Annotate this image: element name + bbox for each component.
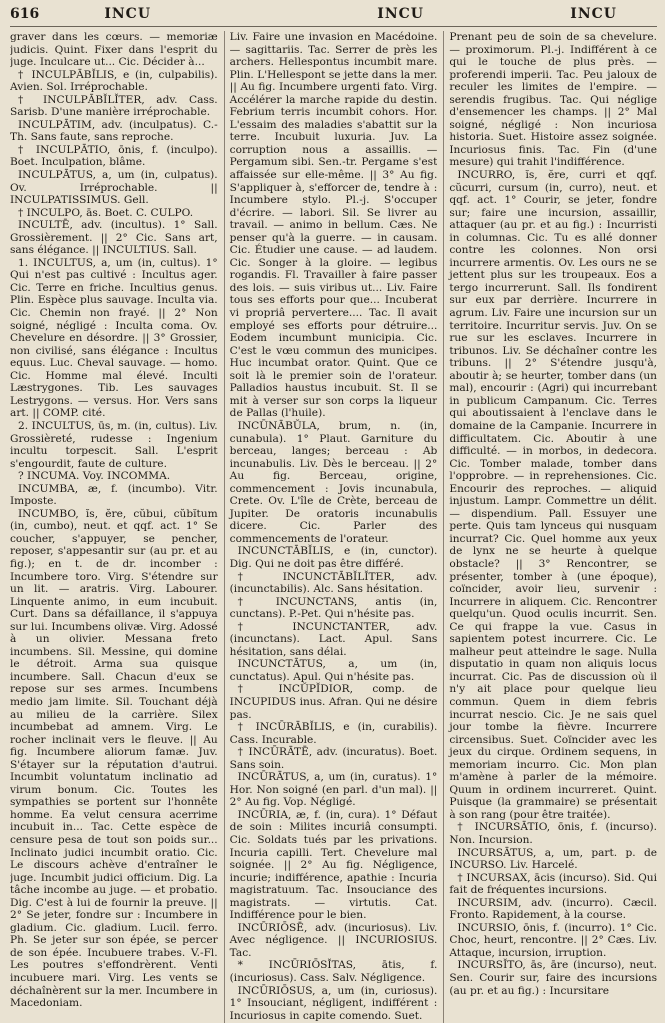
dictionary-entry: INCURSĬTO, ās, āre (incurso), neut. Sen. Courir sur, faire des incursions (au pr. et au fig.) : Incursitare <box>449 959 657 997</box>
dictionary-entry: ? INCUMA. Voy. INCOMMA. <box>18 470 171 483</box>
dictionary-entry: INCURSIM, adv. (incurro). Cæcil. Fronto. Rapidement, à la course. <box>449 896 657 922</box>
header-word-right: INCU <box>570 6 617 22</box>
dictionary-entry: INCŪNĀBŬLA, brum, n. (in, cunabula). 1° Plaut. Garniture du berceau, langes; berceau : Ab incunabulis. Liv. Dès le berceau. || 2° Au fig. Berceau, origine, commencement : Jovis incunabula, Crete. Ov. L'île de Crète, berceau de Jupiter. De oratoris incunabulis dicere. Cic. Parler des commencements de l'orateur. <box>229 419 438 545</box>
dictionary-entry: INCUNCTĀTUS, a, um (in, cunctatus). Apul. Qui n'hésite pas. <box>229 658 438 683</box>
column-middle <box>224 31 438 1023</box>
dictionary-entry: INCULTĒ, adv. (incultus). 1° Sall. Grossièrement. || 2° Cic. Sans art, sans élégance. || INCULTIUS. Sall. <box>10 219 218 257</box>
dictionary-entry: † INCULPĀBĬLIS, e (in, culpabilis). Avien. Sol. Irréprochable. <box>10 68 218 94</box>
dictionary-entry: * INCŪRIŌSĬTAS, ātis, f. (incuriosus). Cass. Salv. Négligence. <box>229 959 438 985</box>
dictionary-entry: Prenant peu de soin de sa chevelure. — proximorum. Pl.-j. Indifférent à ce qui le touche de plus près. — proferendi imperii. Tac. Peu jaloux de reculer les limites de l'empire. — serendis frugibus. Tac. Qui néglige d'ensemencer les champs. || 2° Mal soigné, négligé : Non incuriosa historia. Suet. Histoire assez soignée. Incuriosus finis. Tac. Fin (d'une mesure) qui trahit l'indifférence. <box>449 31 657 169</box>
dictionary-entry: INCURRO, ĭs, ĕre, curri et qqf. cŭcurri, cursum (in, curro), neut. et qqf. act. 1° Courir, se jeter, fondre sur; faire une incursion, assaillir, attaquer (au pr. et au fig.) : Incurristi in columnas. Cic. Tu es allé donner contre les colonnes. Non orsi incurrere armentis. Ov. Les ours ne se jettent plus sur les troupeaux. Eos a tergo incurrerunt. Sall. Ils fondirent sur eux par derrière. Incurrere in agrum. Liv. Faire une incursion sur un territoire. Incurritur servis. Juv. On se rue sur les esclaves. Incurrere in tribunos. Liv. Se déchaîner contre les tribuns. || 2° S'étendre jusqu'à, aboutir à; se heurter, tomber dans (un mal), encourir : (Agri) qui incurrebant in publicum Campanum. Cic. Terres qui aboutissaient à l'enclave dans le domaine de la Campanie. Incurrere in difficultatem. Cic. Aboutir à une difficulté. — in morbos, in dedecora. Cic. Tomber malade, tomber dans l'opprobre. — in reprehensiones. Cic. Encourir des reproches. — aliquid injustum. Lampr. Commettre un délit. — dispendium. Pall. Essuyer une perte. Quis tam lynceus qui nusquam incurrat? Cic. Quel homme aux yeux de lynx ne se heurte à quelque obstacle? || 3° Rencontrer, se présenter, tomber à (une époque), coïncider, avoir lieu, survenir : Incurrere in aliquem. Cic. Rencontrer quelqu'un. Quod oculis incurrit. Sen. Ce qui frappe la vue. Casus in sapientem potest incurrere. Cic. Le malheur peut atteindre le sage. Nulla disputatio in quam non aliquis locus incurrat. Cic. Pas de discussion où il n'y ait place pour quelque lieu commun. Quem in diem febris incurrat nescio. Cic. Je ne sais quel jour tombe la fièvre. Incurrere circensibus. Suet. Coïncider avec les jeux du cirque. Ordinem sequens, in memoriam incurro. Cic. Mon plan m'amène à parler de la mémoire. Quum in ordinem incurreret. Quint. Puisque (la grammaire) se présentait à son rang (pour être traitée). <box>449 169 657 821</box>
dictionary-entry: † INCUNCTANTER, adv. (incunctans). Lact. Apul. Sans hésitation, sans délai. <box>229 620 438 658</box>
dictionary-entry: † INCŪRĀBĬLIS, e (in, curabilis). Cass. Incurable. <box>229 721 438 746</box>
dictionary-entry: 2. INCULTUS, ūs, m. (in, cultus). Liv. Grossièreté, rudesse : Ingenium incultu torpescit. Sall. L'esprit s'engourdit, faute de culture. <box>10 419 218 470</box>
dictionary-entry: INCŪRIŌSUS, a, um (in, curiosus). 1° Insouciant, négligent, indifférent : Incuriosus in capite comendo. Suet. <box>229 984 438 1022</box>
dictionary-entry: graver dans les cœurs. — memoriæ judicis. Quint. Fixer dans l'esprit du juge. Inculcare ut... Cic. Décider à... <box>10 31 218 69</box>
dictionary-entry: † INCULPĀBĬLĬTER, adv. Cass. Sarisb. D'une manière irréprochable. <box>10 93 218 119</box>
dictionary-entry: INCURSĀTUS, a, um, part. p. de INCURSO. Liv. Harcelé. <box>449 846 657 872</box>
dictionary-entry: INCŪRIA, æ, f. (in, cura). 1° Défaut de soin : Milites incuriâ consumpti. Cic. Soldats tués par les privations. Incuria capilli. Tert. Chevelure mal soignée. || 2° Au fig. Négligence, incurie; indifférence, apathie : Incuria magistratuum. Tac. Insouciance des magistrats. — virtutis. Cat. Indifférence pour le bien. <box>229 808 438 922</box>
running-header <box>10 6 657 27</box>
dictionary-entry: INCUMBO, ĭs, ĕre, cŭbui, cŭbĭtum (in, cumbo), neut. et qqf. act. 1° Se coucher, s'appuyer, se pencher, reposer, s'appesantir sur (au pr. et au fig.); en t. de dr. incomber : Incumbere toro. Virg. S'étendre sur un lit. — aratris. Virg. Labourer. Linquente animo, in eum incubuit. Curt. Dans sa défaillance, il s'appuya sur lui. Incumbens olivæ. Virg. Adossé à un olivier. Messana freto incumbens. Sil. Messine, qui domine le détroit. Arma sua quisque incumbere. Sall. Chacun d'eux se repose sur ses armes. Incumbens medio jam limite. Sil. Touchant déjà au milieu de la carrière. Silex incumbebat ad amnem. Virg. Le rocher inclinait vers le fleuve. || Au fig. Incumbere aliorum famæ. Juv. S'étayer sur la réputation d'autrui. Incumbit voluntatum inclinatio ad virum bonum. Cic. Toutes les sympathies se portent sur l'honnête homme. Ea velut censura acerrime incubuit in... Tac. Cette espèce de censure pesa de tout son poids sur... Inclinato judici incumbit oratio. Cic. Le discours achève d'entraîner le juge. Incumbit judici officium. Dig. La tâche incombe au juge. — et probatio. Dig. C'est à lui de fournir la preuve. || 2° Se jeter, fondre sur : Incumbere in gladium. Cic. gladium. Lucil. ferro. Ph. Se jeter sur son épée, se percer de son épée. Incubuere trabes. V.-Fl. Les poutres s'effondrèrent. Venti incubuere mari. Virg. Les vents se déchaînèrent sur la mer. Incumbere in Macedoniam. <box>10 507 218 1010</box>
header-word-left: INCU <box>104 6 152 22</box>
dictionary-entry: † INCUNCTANS, antis (in, cunctans). P.-Pet. Qui n'hésite pas. <box>229 595 438 621</box>
dictionary-entry: INCULPĀTUS, a, um (in, culpatus). Ov. Irréprochable. || INCULPATISSIMUS. Gell. <box>10 169 218 207</box>
text-columns <box>10 31 657 1023</box>
column-left <box>10 31 218 1023</box>
header-word-center: INCU <box>377 6 424 22</box>
column-right <box>443 31 657 1023</box>
page-number: 616 <box>10 6 40 22</box>
dictionary-entry: † INCŬPĬDIOR, comp. de INCUPIDUS inus. Afran. Qui ne désire pas. <box>229 683 438 721</box>
dictionary-entry: Liv. Faire une invasion en Macédoine. — sagittariis. Tac. Serrer de près les archers. Hellespontus incumbit mare. Plin. L'Hellespont se jette dans la mer. || Au fig. Incumbere urgenti fato. Virg. Accélérer la marche rapide du destin. Febrium terris incumbit cohors. Hor. L'essaim des maladies s'abattit sur la terre. Incubuit luxuria. Juv. La corruption nous a assaillis. — Pergamum sibi. Sen.-tr. Pergame s'est affaissée sur elle-même. || 3° Au fig. S'appliquer à, s'efforcer de, tendre à : Incumbere stylo. Pl.-j. S'occuper d'écrire. — labori. Sil. Se livrer au travail. — animo in bellum. Cæs. Ne penser qu'à la guerre. — in causam. Cic. Étudier une cause. — ad laudem. Cic. Songer à la gloire. — legibus rogandis. Fl. Travailler à faire passer des lois. — suis viribus ut... Liv. Faire tous ses efforts pour que... Incuberat vi propriâ pervertere.... Tac. Il avait employé ses efforts pour détruire... Eodem incumbunt municipia. Cic. C'est le vœu commun des municipes. Huc incumbat orator. Quint. Que ce soit là le premier soin de l'orateur. Palladios haustus incubuit. St. Il se mit à verser sur son corps la liqueur de Pallas (l'huile). <box>229 31 438 420</box>
dictionary-entry: † INCURSĀTIO, ōnis, f. (incurso). Non. Incursion. <box>449 821 657 846</box>
dictionary-entry: INCUMBA, æ, f. (incumbo). Vitr. Imposte. <box>10 482 218 508</box>
dictionary-entry: † INCUNCTĀBĬLĬTER, adv. (incunctabilis). Alc. Sans hésitation. <box>229 570 438 596</box>
dictionary-entry: INCUNCTĀBĬLIS, e (in, cunctor). Dig. Qui ne doit pas être différé. <box>229 545 438 570</box>
dictionary-entry: † INCURSAX, ācis (incurso). Sid. Qui fait de fréquentes incursions. <box>449 871 657 897</box>
dictionary-entry: † INCŪRĀTĒ, adv. (incuratus). Boet. Sans soin. <box>229 746 438 771</box>
dictionary-entry: INCURSIO, ōnis, f. (incurro). 1° Cic. Choc, heurt, rencontre. || 2° Cæs. Liv. Attaque, incursion, irruption. <box>449 921 657 959</box>
dictionary-entry: INCULPĀTIM, adv. (inculpatus). C.-Th. Sans faute, sans reproche. <box>10 118 218 144</box>
dictionary-entry: INCŪRIŌSĒ, adv. (incuriosus). Liv. Avec négligence. || INCURIOSIUS. Tac. <box>229 921 438 959</box>
dictionary-entry: 1. INCULTUS, a, um (in, cultus). 1° Qui n'est pas cultivé : Incultus ager. Cic. Terre en friche. Incultius genus. Plin. Espèce plus sauvage. Inculta via. Cic. Chemin non frayé. || 2° Non soigné, négligé : Inculta coma. Ov. Chevelure en désordre. || 3° Grossier, non civilisé, sans élégance : Incultus equus. Luc. Cheval sauvage. — homo. Cic. Homme mal élevé. Inculti Læstrygones. Tib. Les sauvages Lestrygons. — versus. Hor. Vers sans art. || COMP. cité. <box>10 256 218 420</box>
dictionary-entry: INCŪRĀTUS, a, um (in, curatus). 1° Hor. Non soigné (en parl. d'un mal). || 2° Au fig. Vop. Négligé. <box>229 771 438 809</box>
dictionary-entry: † INCULPĀTIO, ōnis, f. (inculpo). Boet. Inculpation, blâme. <box>10 143 218 169</box>
dictionary-entry: † INCULPO, ās. Boet. C. CULPO. <box>18 206 194 219</box>
